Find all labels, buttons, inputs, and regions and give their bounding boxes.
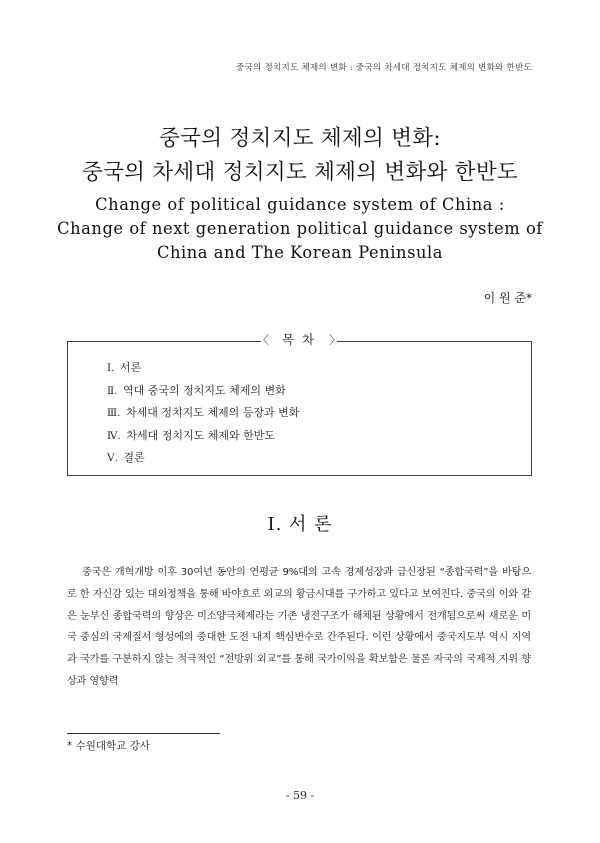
page-number: - 59 -: [285, 789, 315, 802]
toc-item-number: Ⅱ.: [107, 384, 118, 397]
toc-item-number: Ⅰ.: [107, 362, 115, 374]
toc-item: [107, 427, 299, 450]
english-title-line-1: Change of political guidance system of China :: [95, 195, 505, 214]
right-angle-bracket-icon: 〉: [328, 333, 341, 347]
toc-item-label: 차세대 정치지도 체제의 등장과 변화: [125, 406, 300, 420]
korean-title-line-1: 중국의 정치지도 체제의 변화:: [159, 126, 441, 151]
section-heading: Ⅰ. 서 론: [267, 514, 333, 535]
toc-item-label: 결론: [123, 451, 145, 465]
toc-item: [107, 382, 299, 405]
footnote-divider: [67, 733, 220, 734]
footnote: * 수원대학교 강사: [67, 740, 150, 752]
body-paragraph: 중국은 개혁개방 이후 30여년 동안의 연평균 9%대의 고속 경제성장과 급신장된 “종합국력”을 바탕으로 한 자신감 있는 대외정책을 통해 바야흐로 외교의 황금시대를 구가하고 있다고 보여진다. 중국의 이와 같은 눈부신 종합국력의 향상은 미소양극체제라는 기존 냉전구조가 해체된 상황에서 전개됨으로써 새로운 미국 중심의 국제질서 형성에의 중대한 도전 내지 핵심변수로 간주된다. 이런 상황에서 중국지도부 역시 지역과 국가를 구분하지 않는 적극적인 “전방위 외교”를 통해 국가이익을 확보함은 물론 자국의 국제적 지위 향상과 영향력: [67, 567, 531, 687]
author-name: 이 원 준*: [483, 291, 532, 305]
toc-item-label: 서론: [120, 361, 142, 374]
toc-item: [107, 359, 299, 382]
toc-heading-text: 목 차: [281, 332, 317, 347]
toc-item-label: 역대 중국의 정치지도 체제의 변화: [122, 383, 286, 397]
running-header: 중국의 정치지도 체제의 변화 : 중국의 차세대 정치지도 체제의 변화와 한반도: [236, 63, 532, 73]
toc-item: [107, 404, 299, 427]
toc-item-number: Ⅳ.: [107, 429, 121, 442]
toc-list: [107, 359, 299, 472]
toc-item-label: 차세대 정치지도 체제와 한반도: [126, 428, 275, 442]
toc-heading: [257, 329, 341, 351]
toc-item-number: Ⅴ.: [107, 452, 118, 465]
toc-item: [107, 449, 299, 472]
english-title-line-3: China and The Korean Peninsula: [156, 243, 444, 262]
left-angle-bracket-icon: 〈: [257, 333, 270, 347]
toc-item-number: Ⅲ.: [107, 407, 121, 420]
english-title-line-2: Change of next generation political guidance system of: [57, 219, 543, 238]
korean-title-line-2: 중국의 차세대 정치지도 체제의 변화와 한반도: [82, 160, 518, 185]
